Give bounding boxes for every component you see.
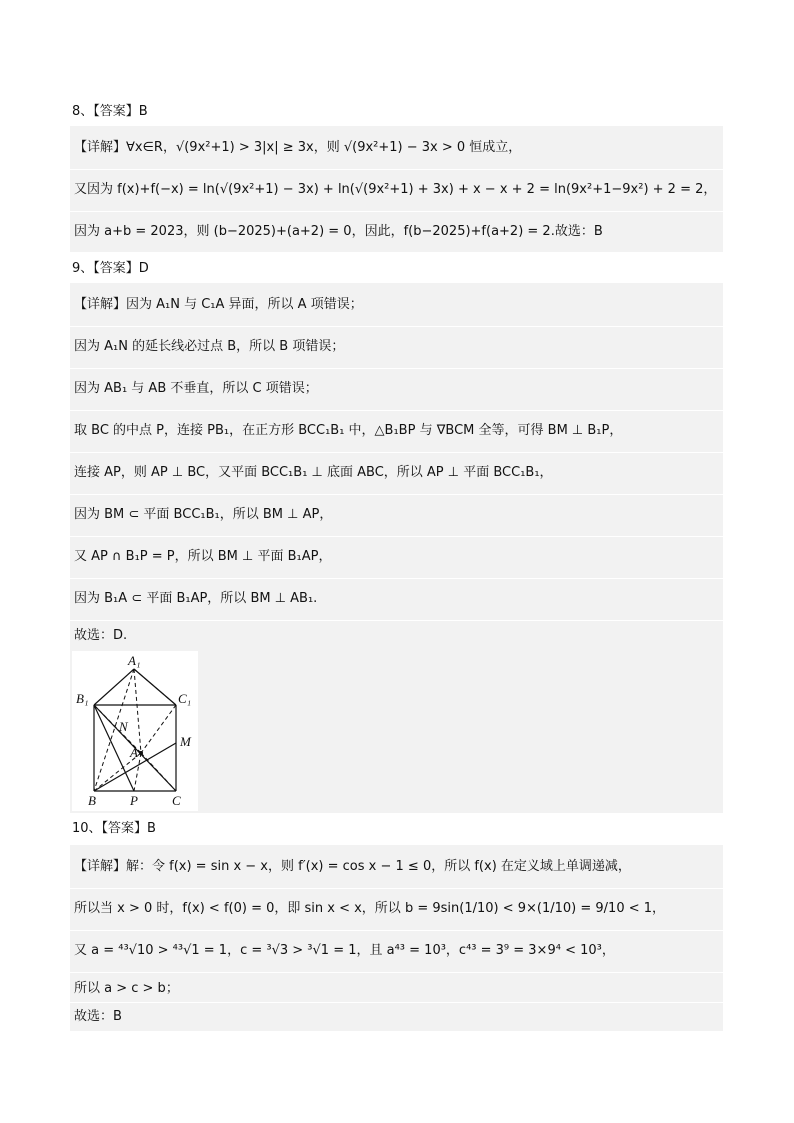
q9-line-3: 因为 AB₁ 与 AB 不垂直，所以 C 项错误；: [74, 381, 318, 396]
q8-line-2: 又因为 f(x)+f(−x) = ln(√(9x²+1) − 3x) + ln(√(9x²+1) + 3x) + x − x + 2 = ln(9x²+1−9x²) + 2 = 2，: [74, 182, 717, 197]
q9-line-5: 连接 AP，则 AP ⊥ BC，又平面 BCC₁B₁ ⊥ 底面 ABC，所以 AP ⊥ 平面 BCC₁B₁，: [74, 465, 553, 480]
label-B1: B₁: [76, 691, 89, 706]
label-A1: A₁: [128, 653, 141, 668]
q9-line-1: 【详解】因为 A₁N 与 C₁A 异面，所以 A 项错误；: [74, 297, 363, 312]
q9-line-8: 因为 B₁A ⊂ 平面 B₁AP，所以 BM ⊥ AB₁.: [74, 591, 318, 606]
q9-line-4: 取 BC 的中点 P，连接 PB₁，在正方形 BCC₁B₁ 中，△B₁BP 与 ∇BCM 全等，可得 BM ⊥ B₁P，: [74, 423, 623, 438]
label-P: P: [130, 793, 138, 808]
label-C: C: [172, 793, 181, 808]
q9-line-6: 因为 BM ⊂ 平面 BCC₁B₁，所以 BM ⊥ AP，: [74, 507, 333, 522]
q10-line-4: 所以 a > c > b；: [74, 981, 179, 996]
q8-line-1: 【详解】∀x∈R，√(9x²+1) > 3|x| ≥ 3x，则 √(9x²+1) − 3x > 0 恒成立，: [74, 140, 522, 155]
q9-line-2: 因为 A₁N 的延长线必过点 B，所以 B 项错误；: [74, 339, 345, 354]
q10-conclusion: 故选：B: [74, 1009, 122, 1024]
q10-line-3: 又 a = ⁴³√10 > ⁴³√1 = 1，c = ³√3 > ³√1 = 1，且 a⁴³ = 10³，c⁴³ = 3⁹ = 3×9⁴ < 10³，: [74, 943, 615, 958]
q8-answer-header: 8、【答案】B: [72, 104, 148, 119]
q8-line-3: 因为 a+b = 2023，则 (b−2025)+(a+2) = 0，因此，f(b−2025)+f(a+2) = 2.故选：B: [74, 224, 603, 239]
label-A: A: [130, 745, 138, 760]
q9-answer-header: 9、【答案】D: [72, 261, 149, 276]
prism-figure: [72, 651, 198, 811]
q10-line-2: 所以当 x > 0 时，f(x) < f(0) = 0，即 sin x < x，所以 b = 9sin(1/10) < 9×(1/10) = 9/10 < 1，: [74, 901, 666, 916]
q10-line-1: 【详解】解：令 f(x) = sin x − x，则 f′(x) = cos x − 1 ≤ 0，所以 f(x) 在定义域上单调递减，: [74, 859, 631, 874]
q9-line-7: 又 AP ∩ B₁P = P，所以 BM ⊥ 平面 B₁AP，: [74, 549, 332, 564]
label-C1: C₁: [178, 691, 192, 706]
q9-explanation-block: [70, 283, 723, 813]
q10-explanation-block: [70, 845, 723, 1031]
label-N: N: [119, 719, 128, 734]
q8-explanation-block: [70, 126, 723, 252]
triangular-prism-diagram: [72, 651, 198, 811]
label-B: B: [88, 793, 96, 808]
q10-answer-header: 10、【答案】B: [72, 821, 156, 836]
q9-conclusion: 故选：D.: [74, 628, 128, 643]
label-M: M: [180, 734, 191, 749]
